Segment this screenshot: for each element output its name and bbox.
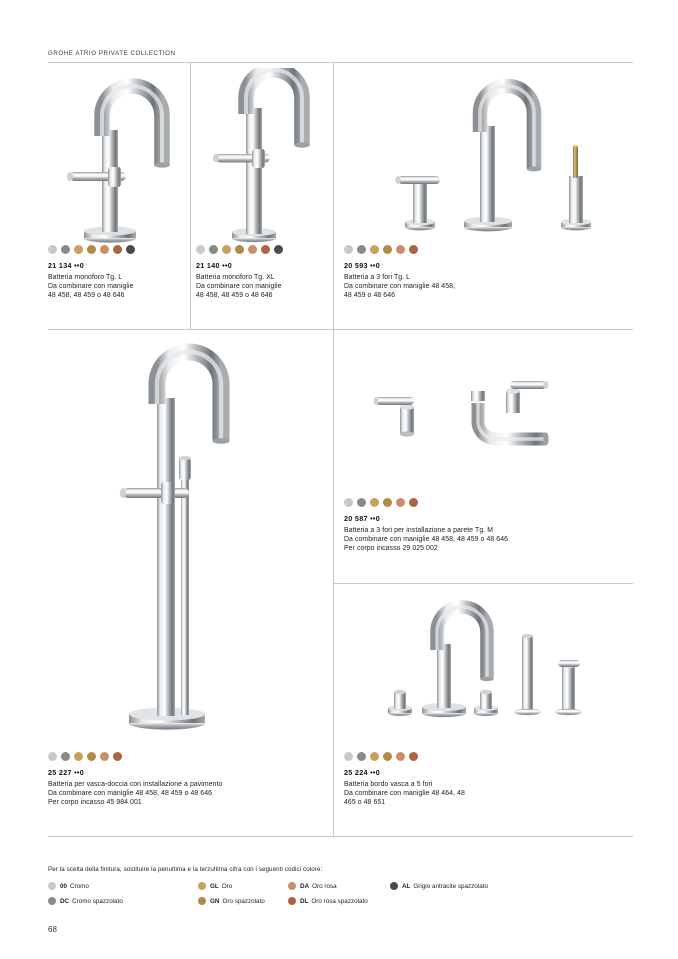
legend-swatch-chrome-brushed: [48, 897, 56, 905]
product-21134: [48, 245, 183, 301]
legend-item-dl: [288, 897, 368, 905]
faucet-illustration-21140: [196, 68, 336, 248]
finish-swatch-gold-brushed: [383, 752, 392, 761]
finish-swatch-chrome-brushed: [357, 498, 366, 507]
finish-swatch-gold: [74, 752, 83, 761]
desc-line: Per corpo incasso 29 025 002: [344, 545, 438, 553]
legend-code: AL: [402, 882, 411, 890]
product-code: 25 227 ••0: [48, 768, 85, 777]
legend-item-00: [48, 882, 89, 890]
finish-swatch-rose-gold-brushed: [113, 752, 122, 761]
legend-code: DC: [60, 897, 70, 905]
legend-code: GN: [210, 897, 220, 905]
desc-line: 48 458, 48 459 o 48 646: [48, 292, 125, 300]
faucet-illustration-25227: [95, 340, 315, 740]
product-description: [48, 273, 183, 301]
finish-swatch-gold-brushed: [87, 245, 96, 254]
finish-swatch-chrome: [344, 752, 353, 761]
product-21140: [196, 245, 331, 301]
product-25227: [48, 752, 328, 808]
page-number: 68: [48, 925, 57, 934]
legend-code: DA: [300, 882, 310, 890]
legend-swatch-gold: [198, 882, 206, 890]
faucet-illustration-25224: [370, 600, 630, 730]
product-20587: [344, 498, 614, 554]
finish-swatch-chrome-brushed: [209, 245, 218, 254]
desc-line: Batteria a 3 fori per installazione a parete Tg. M: [344, 526, 494, 534]
desc-line: Batteria bordo vasca a 5 fori: [344, 780, 433, 788]
legend-label: Oro rosa: [312, 882, 337, 890]
finish-swatch-gold: [222, 245, 231, 254]
divider-col-1: [190, 62, 191, 329]
product-code: 21 134 ••0: [48, 261, 85, 270]
finish-swatches: [344, 498, 614, 507]
finish-swatches: [48, 752, 328, 761]
product-20593: [344, 245, 544, 301]
legend-swatch-rose-gold-brushed: [288, 897, 296, 905]
finish-swatch-rose-gold-brushed: [409, 498, 418, 507]
finish-swatch-chrome-brushed: [61, 752, 70, 761]
finish-swatch-gold-brushed: [87, 752, 96, 761]
finish-swatch-gold: [370, 752, 379, 761]
desc-line: Da combinare con maniglie: [196, 282, 282, 290]
legend-item-al: [390, 882, 488, 890]
finish-swatches: [48, 245, 183, 254]
finish-swatch-chrome-brushed: [357, 245, 366, 254]
legend-item-gl: [198, 882, 232, 890]
finish-swatch-chrome: [48, 752, 57, 761]
finish-swatch-chrome: [344, 245, 353, 254]
finish-swatch-rose-gold-brushed: [409, 752, 418, 761]
finish-swatches: [196, 245, 331, 254]
desc-line: Da combinare con maniglie 48 458,: [344, 282, 456, 290]
legend-code: 00: [60, 882, 68, 890]
page-header: GROHE ATRIO PRIVATE COLLECTION: [48, 50, 176, 57]
faucet-illustration-20593: [380, 68, 630, 248]
desc-line: Da combinare con maniglie 48 458, 48 459 o 48 646: [344, 535, 509, 543]
legend-item-da: [288, 882, 337, 890]
finish-swatch-rose-gold: [248, 245, 257, 254]
legend-code: GL: [210, 882, 219, 890]
product-description: [344, 273, 544, 301]
finish-swatch-chrome-brushed: [61, 245, 70, 254]
desc-line: Per corpo incasso 45 984 001: [48, 799, 142, 807]
legend-label: Oro spazzolato: [222, 897, 265, 905]
legend-label: Cromo: [70, 882, 89, 890]
product-description: [344, 526, 614, 554]
finish-swatch-anthracite: [274, 245, 283, 254]
divider-row2: [48, 836, 633, 837]
divider-mid-right: [333, 583, 633, 584]
legend-label: Grigio antracite spazzolato: [413, 882, 488, 890]
product-25224: [344, 752, 544, 808]
product-description: [344, 780, 544, 808]
legend-title: Per la scelta della finitura, sostituire la penultima e la terzultima cifra con i seguenti codici colore:: [48, 866, 323, 873]
finish-swatch-rose-gold: [100, 245, 109, 254]
desc-line: Da combinare con maniglie: [48, 282, 134, 290]
product-description: [48, 780, 328, 808]
faucet-illustration-21134: [48, 68, 190, 248]
legend-code: DL: [300, 897, 309, 905]
faucet-illustration-20587: [370, 375, 630, 485]
finish-swatch-rose-gold-brushed: [261, 245, 270, 254]
finish-legend: [48, 866, 633, 912]
legend-grid: [48, 882, 633, 912]
finish-swatch-gold: [370, 245, 379, 254]
desc-line: Batteria monoforo Tg. L: [48, 273, 123, 281]
desc-line: Batteria monoforo Tg. XL: [196, 273, 275, 281]
desc-line: Batteria per vasca-doccia con installazione a pavimento: [48, 780, 223, 788]
finish-swatch-rose-gold: [100, 752, 109, 761]
finish-swatch-rose-gold: [396, 245, 405, 254]
product-code: 21 140 ••0: [196, 261, 233, 270]
legend-label: Cromo spazzolato: [72, 897, 123, 905]
finish-swatch-rose-gold: [396, 498, 405, 507]
finish-swatch-gold-brushed: [235, 245, 244, 254]
finish-swatch-anthracite: [126, 245, 135, 254]
finish-swatch-gold-brushed: [383, 245, 392, 254]
finish-swatch-gold-brushed: [383, 498, 392, 507]
divider-row1: [48, 329, 633, 330]
legend-item-dc: [48, 897, 123, 905]
finish-swatches: [344, 752, 544, 761]
product-code: 25 224 ••0: [344, 768, 381, 777]
desc-line: Da combinare con maniglie 48 464, 48: [344, 789, 465, 797]
finish-swatches: [344, 245, 544, 254]
finish-swatch-gold: [370, 498, 379, 507]
product-code: 20 593 ••0: [344, 261, 381, 270]
desc-line: Da combinare con maniglie 48 458, 48 459 o 48 646: [48, 789, 213, 797]
desc-line: Batteria a 3 fori Tg. L: [344, 273, 411, 281]
desc-line: 48 458, 48 459 o 48 646: [196, 292, 273, 300]
legend-swatch-rose-gold: [288, 882, 296, 890]
legend-label: Oro rosa spazzolato: [311, 897, 368, 905]
finish-swatch-rose-gold-brushed: [409, 245, 418, 254]
finish-swatch-chrome-brushed: [357, 752, 366, 761]
legend-swatch-chrome: [48, 882, 56, 890]
product-code: 20 587 ••0: [344, 514, 381, 523]
legend-swatch-anthracite: [390, 882, 398, 890]
legend-label: Oro: [221, 882, 233, 890]
legend-swatch-gold-brushed: [198, 897, 206, 905]
finish-swatch-chrome: [48, 245, 57, 254]
legend-item-gn: [198, 897, 265, 905]
divider-top: [48, 62, 633, 63]
desc-line: 48 459 o 48 646: [344, 292, 396, 300]
finish-swatch-gold: [74, 245, 83, 254]
finish-swatch-chrome: [344, 498, 353, 507]
desc-line: 465 o 48 651: [344, 799, 386, 807]
finish-swatch-chrome: [196, 245, 205, 254]
product-description: [196, 273, 331, 301]
finish-swatch-rose-gold: [396, 752, 405, 761]
finish-swatch-rose-gold-brushed: [113, 245, 122, 254]
